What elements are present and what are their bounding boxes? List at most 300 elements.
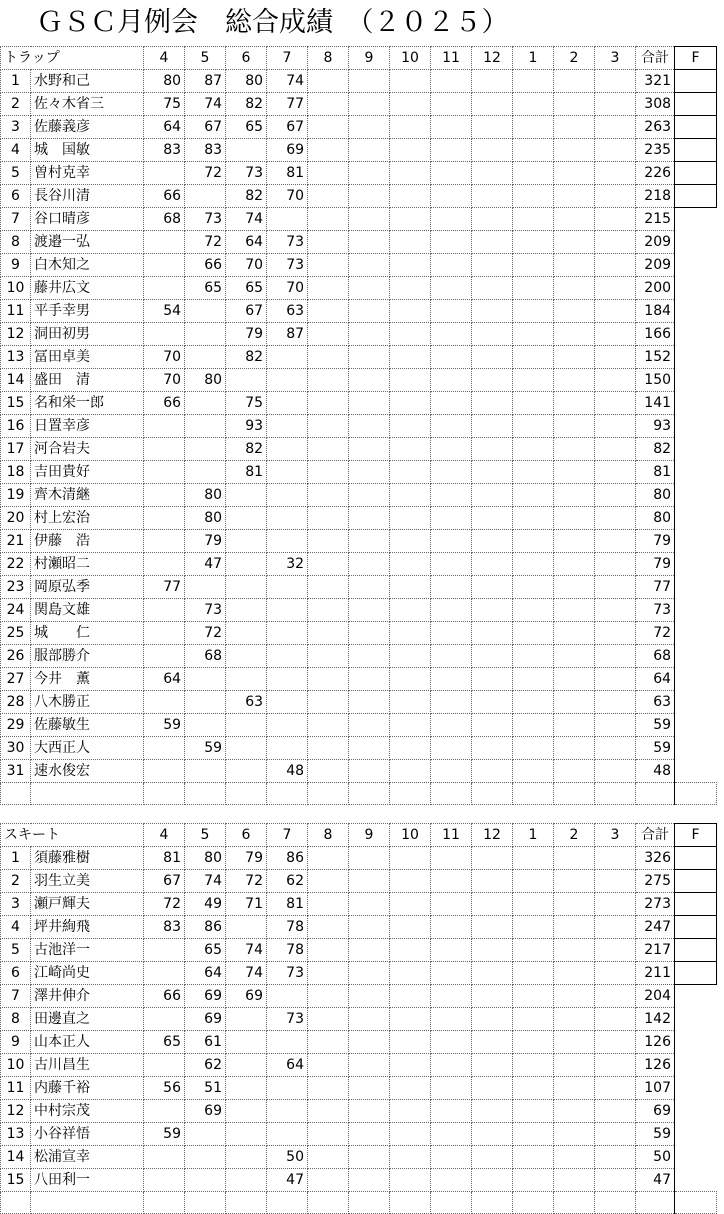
score-cell — [554, 553, 595, 576]
score-cell — [226, 599, 267, 622]
score-cell — [595, 1169, 636, 1192]
score-cell — [595, 737, 636, 760]
total-cell: 150 — [636, 369, 675, 392]
score-cell — [554, 507, 595, 530]
rank-cell: 15 — [1, 392, 31, 415]
score-cell — [554, 438, 595, 461]
name-cell: 曽村克幸 — [31, 162, 144, 185]
score-cell — [554, 392, 595, 415]
empty-cell — [675, 1192, 717, 1214]
score-cell — [595, 1054, 636, 1077]
score-cell — [144, 162, 185, 185]
score-cell — [472, 346, 513, 369]
empty-cell — [267, 783, 308, 805]
score-cell — [226, 1123, 267, 1146]
total-cell: 273 — [636, 893, 675, 916]
score-cell — [308, 714, 349, 737]
score-cell: 73 — [267, 231, 308, 254]
score-cell — [390, 1146, 431, 1169]
score-cell — [513, 668, 554, 691]
total-cell: 184 — [636, 300, 675, 323]
score-cell: 74 — [226, 939, 267, 962]
rank-cell: 24 — [1, 599, 31, 622]
score-cell: 80 — [185, 507, 226, 530]
score-cell: 72 — [226, 870, 267, 893]
score-cell: 56 — [144, 1077, 185, 1100]
score-cell — [431, 962, 472, 985]
score-cell — [431, 116, 472, 139]
table-row — [1, 530, 717, 553]
score-cell — [267, 415, 308, 438]
score-cell: 87 — [185, 70, 226, 93]
rank-cell: 1 — [1, 847, 31, 870]
score-cell — [308, 599, 349, 622]
total-cell: 215 — [636, 208, 675, 231]
score-cell: 79 — [185, 530, 226, 553]
table-row — [1, 139, 717, 162]
score-cell — [390, 1169, 431, 1192]
score-cell — [554, 323, 595, 346]
score-cell — [349, 737, 390, 760]
score-cell — [267, 1123, 308, 1146]
f-cell — [675, 553, 717, 576]
name-cell: 水野和己 — [31, 70, 144, 93]
score-cell — [554, 576, 595, 599]
score-cell: 62 — [185, 1054, 226, 1077]
rank-cell: 17 — [1, 438, 31, 461]
score-cell — [267, 691, 308, 714]
score-cell: 66 — [185, 254, 226, 277]
score-cell: 78 — [267, 916, 308, 939]
score-cell: 79 — [226, 323, 267, 346]
score-cell — [431, 668, 472, 691]
score-cell — [226, 737, 267, 760]
score-cell: 74 — [185, 93, 226, 116]
score-cell — [472, 1146, 513, 1169]
score-cell — [472, 1100, 513, 1123]
score-cell — [595, 668, 636, 691]
score-cell: 73 — [267, 962, 308, 985]
score-cell — [513, 576, 554, 599]
score-cell — [349, 576, 390, 599]
score-cell — [431, 870, 472, 893]
score-cell — [390, 392, 431, 415]
name-cell: 今井 薫 — [31, 668, 144, 691]
total-cell: 204 — [636, 985, 675, 1008]
name-cell: 古池洋一 — [31, 939, 144, 962]
rank-cell: 9 — [1, 254, 31, 277]
score-cell — [267, 1077, 308, 1100]
score-cell — [144, 622, 185, 645]
score-cell — [144, 760, 185, 783]
score-cell — [431, 185, 472, 208]
f-cell — [675, 392, 717, 415]
score-cell — [226, 668, 267, 691]
score-cell: 80 — [226, 70, 267, 93]
table-row — [1, 1123, 717, 1146]
score-cell — [472, 277, 513, 300]
rank-cell: 19 — [1, 484, 31, 507]
total-cell: 68 — [636, 645, 675, 668]
table-row — [1, 392, 717, 415]
score-cell: 74 — [185, 870, 226, 893]
score-cell — [472, 70, 513, 93]
score-cell — [390, 438, 431, 461]
score-cell: 72 — [185, 162, 226, 185]
score-cell: 64 — [226, 231, 267, 254]
score-cell — [472, 116, 513, 139]
score-cell — [390, 1123, 431, 1146]
score-cell — [513, 760, 554, 783]
score-cell — [472, 231, 513, 254]
score-cell — [185, 461, 226, 484]
score-cell — [431, 461, 472, 484]
table-row — [1, 254, 717, 277]
score-cell — [390, 1008, 431, 1031]
score-cell — [472, 392, 513, 415]
score-cell — [595, 484, 636, 507]
score-cell — [431, 323, 472, 346]
rank-cell: 9 — [1, 1031, 31, 1054]
score-cell — [472, 668, 513, 691]
total-cell: 69 — [636, 1100, 675, 1123]
empty-cell — [472, 783, 513, 805]
month-header: 8 — [308, 824, 349, 847]
score-cell — [226, 553, 267, 576]
score-cell — [595, 985, 636, 1008]
score-cell: 82 — [226, 438, 267, 461]
rank-cell: 3 — [1, 893, 31, 916]
score-cell — [472, 760, 513, 783]
score-cell — [472, 553, 513, 576]
score-cell — [308, 1077, 349, 1100]
score-cell: 83 — [144, 916, 185, 939]
rank-cell: 30 — [1, 737, 31, 760]
score-cell — [472, 962, 513, 985]
total-cell: 217 — [636, 939, 675, 962]
f-cell — [675, 737, 717, 760]
score-cell — [267, 714, 308, 737]
score-cell — [595, 576, 636, 599]
score-cell — [267, 369, 308, 392]
rank-cell: 16 — [1, 415, 31, 438]
score-cell — [390, 323, 431, 346]
score-cell — [390, 576, 431, 599]
month-header: 1 — [513, 47, 554, 70]
score-cell: 64 — [144, 116, 185, 139]
score-cell — [349, 847, 390, 870]
empty-cell — [431, 783, 472, 805]
empty-cell — [226, 1192, 267, 1214]
score-cell — [308, 185, 349, 208]
score-cell — [144, 553, 185, 576]
score-cell — [431, 916, 472, 939]
score-cell — [390, 916, 431, 939]
score-cell — [349, 962, 390, 985]
name-cell: 須藤雅樹 — [31, 847, 144, 870]
score-cell: 67 — [144, 870, 185, 893]
score-cell — [308, 254, 349, 277]
score-cell — [308, 1008, 349, 1031]
score-cell: 64 — [267, 1054, 308, 1077]
f-header: F — [675, 824, 717, 847]
name-cell: 冨田卓美 — [31, 346, 144, 369]
score-cell — [390, 599, 431, 622]
f-cell — [675, 714, 717, 737]
score-cell — [595, 231, 636, 254]
table-row — [1, 916, 717, 939]
score-cell — [226, 1169, 267, 1192]
rank-cell: 6 — [1, 962, 31, 985]
score-cell — [226, 760, 267, 783]
f-cell — [675, 438, 717, 461]
score-cell: 82 — [226, 185, 267, 208]
score-cell — [513, 737, 554, 760]
empty-row — [1, 1192, 717, 1214]
rank-cell: 14 — [1, 369, 31, 392]
name-cell: 村瀬昭二 — [31, 553, 144, 576]
table-row — [1, 185, 717, 208]
score-cell — [513, 461, 554, 484]
f-cell — [675, 484, 717, 507]
score-cell — [472, 916, 513, 939]
score-cell — [390, 962, 431, 985]
score-cell — [308, 116, 349, 139]
score-cell — [595, 277, 636, 300]
score-cell — [554, 916, 595, 939]
table-row — [1, 893, 717, 916]
score-cell — [554, 714, 595, 737]
total-cell: 152 — [636, 346, 675, 369]
score-cell — [513, 870, 554, 893]
rank-cell: 31 — [1, 760, 31, 783]
total-header: 合計 — [636, 47, 675, 70]
table-row — [1, 231, 717, 254]
score-cell — [431, 70, 472, 93]
f-cell — [675, 1169, 717, 1192]
table-row — [1, 962, 717, 985]
total-cell: 48 — [636, 760, 675, 783]
score-cell — [144, 461, 185, 484]
score-cell — [431, 1146, 472, 1169]
score-cell — [185, 1146, 226, 1169]
score-cell — [390, 116, 431, 139]
score-cell — [472, 714, 513, 737]
score-cell — [472, 323, 513, 346]
score-cell: 73 — [185, 208, 226, 231]
score-cell — [144, 438, 185, 461]
score-cell — [513, 893, 554, 916]
f-cell — [675, 622, 717, 645]
score-cell — [349, 530, 390, 553]
name-cell: 城 仁 — [31, 622, 144, 645]
total-cell: 200 — [636, 277, 675, 300]
score-cell — [349, 254, 390, 277]
score-cell — [308, 300, 349, 323]
score-cell — [144, 645, 185, 668]
score-cell — [308, 1146, 349, 1169]
month-header: 8 — [308, 47, 349, 70]
score-cell: 59 — [144, 714, 185, 737]
score-cell — [349, 369, 390, 392]
rank-cell: 23 — [1, 576, 31, 599]
score-cell — [595, 1146, 636, 1169]
score-cell: 79 — [226, 847, 267, 870]
rank-cell: 7 — [1, 208, 31, 231]
total-cell: 77 — [636, 576, 675, 599]
f-cell — [675, 1146, 717, 1169]
score-cell — [431, 231, 472, 254]
table-row — [1, 737, 717, 760]
total-cell: 126 — [636, 1031, 675, 1054]
rank-cell: 10 — [1, 1054, 31, 1077]
score-cell — [349, 668, 390, 691]
score-cell — [226, 714, 267, 737]
table-row — [1, 553, 717, 576]
total-cell: 209 — [636, 254, 675, 277]
score-cell: 78 — [267, 939, 308, 962]
score-cell — [308, 208, 349, 231]
score-cell — [554, 1031, 595, 1054]
score-cell — [554, 461, 595, 484]
score-cell — [267, 576, 308, 599]
name-cell: 谷口晴彦 — [31, 208, 144, 231]
score-cell — [267, 438, 308, 461]
score-cell: 81 — [144, 847, 185, 870]
score-cell — [349, 461, 390, 484]
rank-cell: 10 — [1, 277, 31, 300]
score-cell — [349, 507, 390, 530]
score-cell — [554, 1169, 595, 1192]
score-cell — [595, 1077, 636, 1100]
total-cell: 218 — [636, 185, 675, 208]
rank-cell: 13 — [1, 346, 31, 369]
score-cell — [431, 438, 472, 461]
f-cell — [675, 870, 717, 893]
score-cell — [144, 737, 185, 760]
total-cell: 72 — [636, 622, 675, 645]
score-cell — [308, 1123, 349, 1146]
table-row — [1, 1054, 717, 1077]
name-cell: 坪井絢飛 — [31, 916, 144, 939]
score-cell: 47 — [185, 553, 226, 576]
score-cell: 74 — [267, 70, 308, 93]
score-cell — [144, 323, 185, 346]
score-cell — [554, 254, 595, 277]
score-cell — [513, 70, 554, 93]
empty-cell — [349, 783, 390, 805]
score-cell — [513, 300, 554, 323]
f-cell — [675, 277, 717, 300]
score-cell — [349, 139, 390, 162]
score-cell — [267, 208, 308, 231]
score-cell: 74 — [226, 208, 267, 231]
f-cell — [675, 985, 717, 1008]
name-cell: 伊藤 浩 — [31, 530, 144, 553]
score-cell — [226, 530, 267, 553]
month-header: 11 — [431, 824, 472, 847]
score-cell: 86 — [267, 847, 308, 870]
score-cell — [349, 939, 390, 962]
month-header: 2 — [554, 824, 595, 847]
score-cell — [431, 530, 472, 553]
empty-cell — [185, 1192, 226, 1214]
f-cell — [675, 93, 717, 116]
score-cell — [431, 369, 472, 392]
month-header: 3 — [595, 824, 636, 847]
rank-cell: 26 — [1, 645, 31, 668]
score-cell — [595, 939, 636, 962]
f-cell — [675, 760, 717, 783]
score-cell — [226, 1146, 267, 1169]
month-header: 7 — [267, 824, 308, 847]
score-cell — [349, 93, 390, 116]
table-row — [1, 714, 717, 737]
score-cell — [349, 916, 390, 939]
score-cell — [267, 1031, 308, 1054]
score-cell — [513, 415, 554, 438]
score-cell: 67 — [226, 300, 267, 323]
score-cell — [390, 760, 431, 783]
month-header: 6 — [226, 47, 267, 70]
score-cell — [554, 847, 595, 870]
score-cell — [185, 1169, 226, 1192]
rank-cell: 1 — [1, 70, 31, 93]
score-cell — [554, 300, 595, 323]
score-cell — [226, 576, 267, 599]
table-row — [1, 1077, 717, 1100]
score-cell — [390, 985, 431, 1008]
score-cell — [431, 93, 472, 116]
score-cell: 63 — [267, 300, 308, 323]
score-cell — [226, 484, 267, 507]
f-cell — [675, 1031, 717, 1054]
name-cell: 松浦宣幸 — [31, 1146, 144, 1169]
f-cell — [675, 116, 717, 139]
score-cell — [431, 139, 472, 162]
score-cell — [431, 599, 472, 622]
score-cell — [185, 714, 226, 737]
f-cell — [675, 939, 717, 962]
table-row — [1, 870, 717, 893]
score-cell: 61 — [185, 1031, 226, 1054]
score-cell — [513, 185, 554, 208]
score-cell — [513, 369, 554, 392]
score-cell — [431, 576, 472, 599]
score-cell — [595, 139, 636, 162]
score-cell — [513, 1146, 554, 1169]
f-cell — [675, 1123, 717, 1146]
score-cell — [595, 208, 636, 231]
rank-cell: 11 — [1, 300, 31, 323]
rank-cell: 21 — [1, 530, 31, 553]
score-cell — [226, 916, 267, 939]
f-cell — [675, 576, 717, 599]
score-cell — [595, 93, 636, 116]
score-cell — [308, 939, 349, 962]
rank-cell: 4 — [1, 139, 31, 162]
total-cell: 235 — [636, 139, 675, 162]
f-cell — [675, 599, 717, 622]
table-row — [1, 484, 717, 507]
name-cell: 齊木清継 — [31, 484, 144, 507]
score-cell: 69 — [185, 985, 226, 1008]
score-cell — [390, 1054, 431, 1077]
score-cell — [472, 254, 513, 277]
month-header: 12 — [472, 824, 513, 847]
table-row — [1, 576, 717, 599]
table-row — [1, 70, 717, 93]
